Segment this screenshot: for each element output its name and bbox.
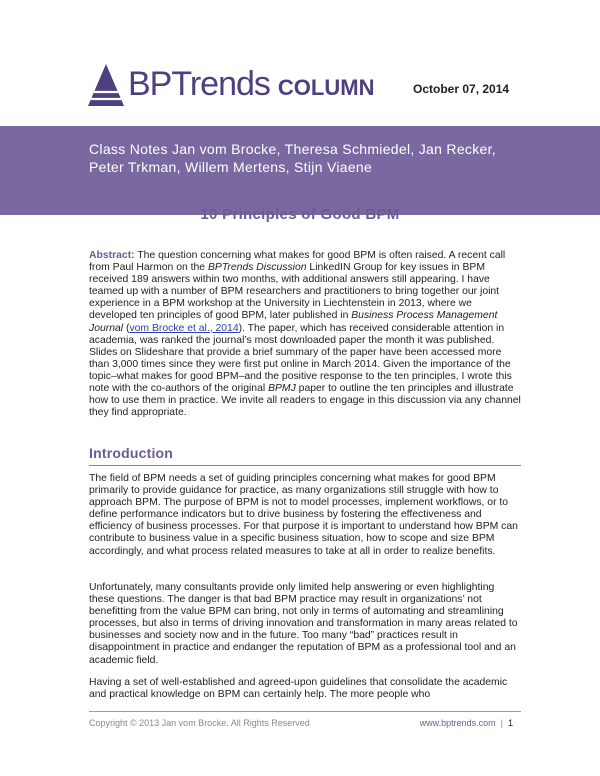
brand-logo xyxy=(128,62,374,110)
page-number: 1 xyxy=(507,718,513,728)
abstract-text: LinkedIN Group for key issues in BPM received 189 answers within two months, with additional answers still appearing. I have teamed up with a number of BPM researchers and practitioners to bring together our joint experience in a BPM workshop at the University in Liechtenstein in 2013, where we developed ten principles of good BPM, later published in xyxy=(89,262,500,322)
abstract-emphasis: BPTrends Discussion xyxy=(207,262,307,274)
body-paragraph: Having a set of well-established and agreed-upon guidelines that consolidate the academic and practical knowledge on BPM can certainly help. The more people who xyxy=(89,677,508,701)
body-paragraph: Unfortunately, many consultants provide only limited help answering or even highlighting these questions. The danger is that bad BPM practice may result in organizations’ not benefitting from the value BPM can bring, not only in terms of automating and streamlining processes, but also in terms of driving innovation and transformation in many areas related to businesses and society now and in the future. Too many “bad” practices result in disappointment in practice and endanger the reputation of BPM as a professional tool and an academic field. xyxy=(89,582,518,666)
article-title: 10 Principles of Good BPM xyxy=(200,206,400,223)
abstract-paragraph xyxy=(89,250,521,419)
abstract-text: ( xyxy=(123,322,130,334)
abstract-emphasis: Business Process Management Journal xyxy=(89,310,498,334)
page-footer xyxy=(89,718,521,728)
citation-link[interactable]: vom Brocke et al., 2014 xyxy=(129,322,239,334)
author-list: Class Notes Jan vom Brocke, Theresa Schmiedel, Jan Recker, Peter Trkman, Willem Mertens, Stijn Viaene xyxy=(89,141,496,175)
section-heading: Introduction xyxy=(89,445,521,466)
brand-suffix: COLUMN xyxy=(277,75,375,100)
abstract-text: paper to outline the ten principles and illustrate how to use them in practice. We invite all readers to engage in this discussion via any channel they find appropriate. xyxy=(89,383,521,419)
abstract-label: Abstract: xyxy=(89,250,135,261)
website-link[interactable]: www.bptrends.com xyxy=(419,718,496,728)
abstract-text: The question concerning what makes for good BPM is often raised. A recent call from Paul Harmon on the xyxy=(89,250,506,274)
footer-right xyxy=(420,718,513,728)
footer-divider xyxy=(89,711,521,712)
copyright-text: Copyright © 2013 Jan vom Brocke. All Rights Reserved xyxy=(89,718,310,728)
abstract-emphasis: BPMJ xyxy=(268,383,296,395)
body-paragraph: The field of BPM needs a set of guiding principles concerning what makes for good BPM primarily to provide guidance for practice, as many organizations still struggle with how to approach BPM. The purpose of BPM is not to model processes, implement workflows, or to define performance indicators but to drive business by fostering the effectiveness and efficiency of business processes. For that purpose it is important to understand how BPM can contribute to business value in a specific business situation, how to scope and size BPM accordingly, and what process related measures to take at all in order to realize benefits. xyxy=(89,473,518,557)
publication-date: October 07, 2014 xyxy=(413,82,510,96)
brand-name: BPTrends xyxy=(128,65,270,103)
abstract-text: ). The paper, which has received considerable attention in academia, was ranked the journal’s most downloaded paper the month it was published. Slides on Slideshare that provide a brief summary of the paper have been accessed more than 3,000 times since they were first put online in March 2014. Given the importance of the topic–what makes for good BPM–and the positive response to the ten principles, I wrote this note with the co-authors of the original xyxy=(89,322,512,395)
footer-separator: | xyxy=(500,718,503,728)
triangle-logo-icon xyxy=(88,64,124,106)
